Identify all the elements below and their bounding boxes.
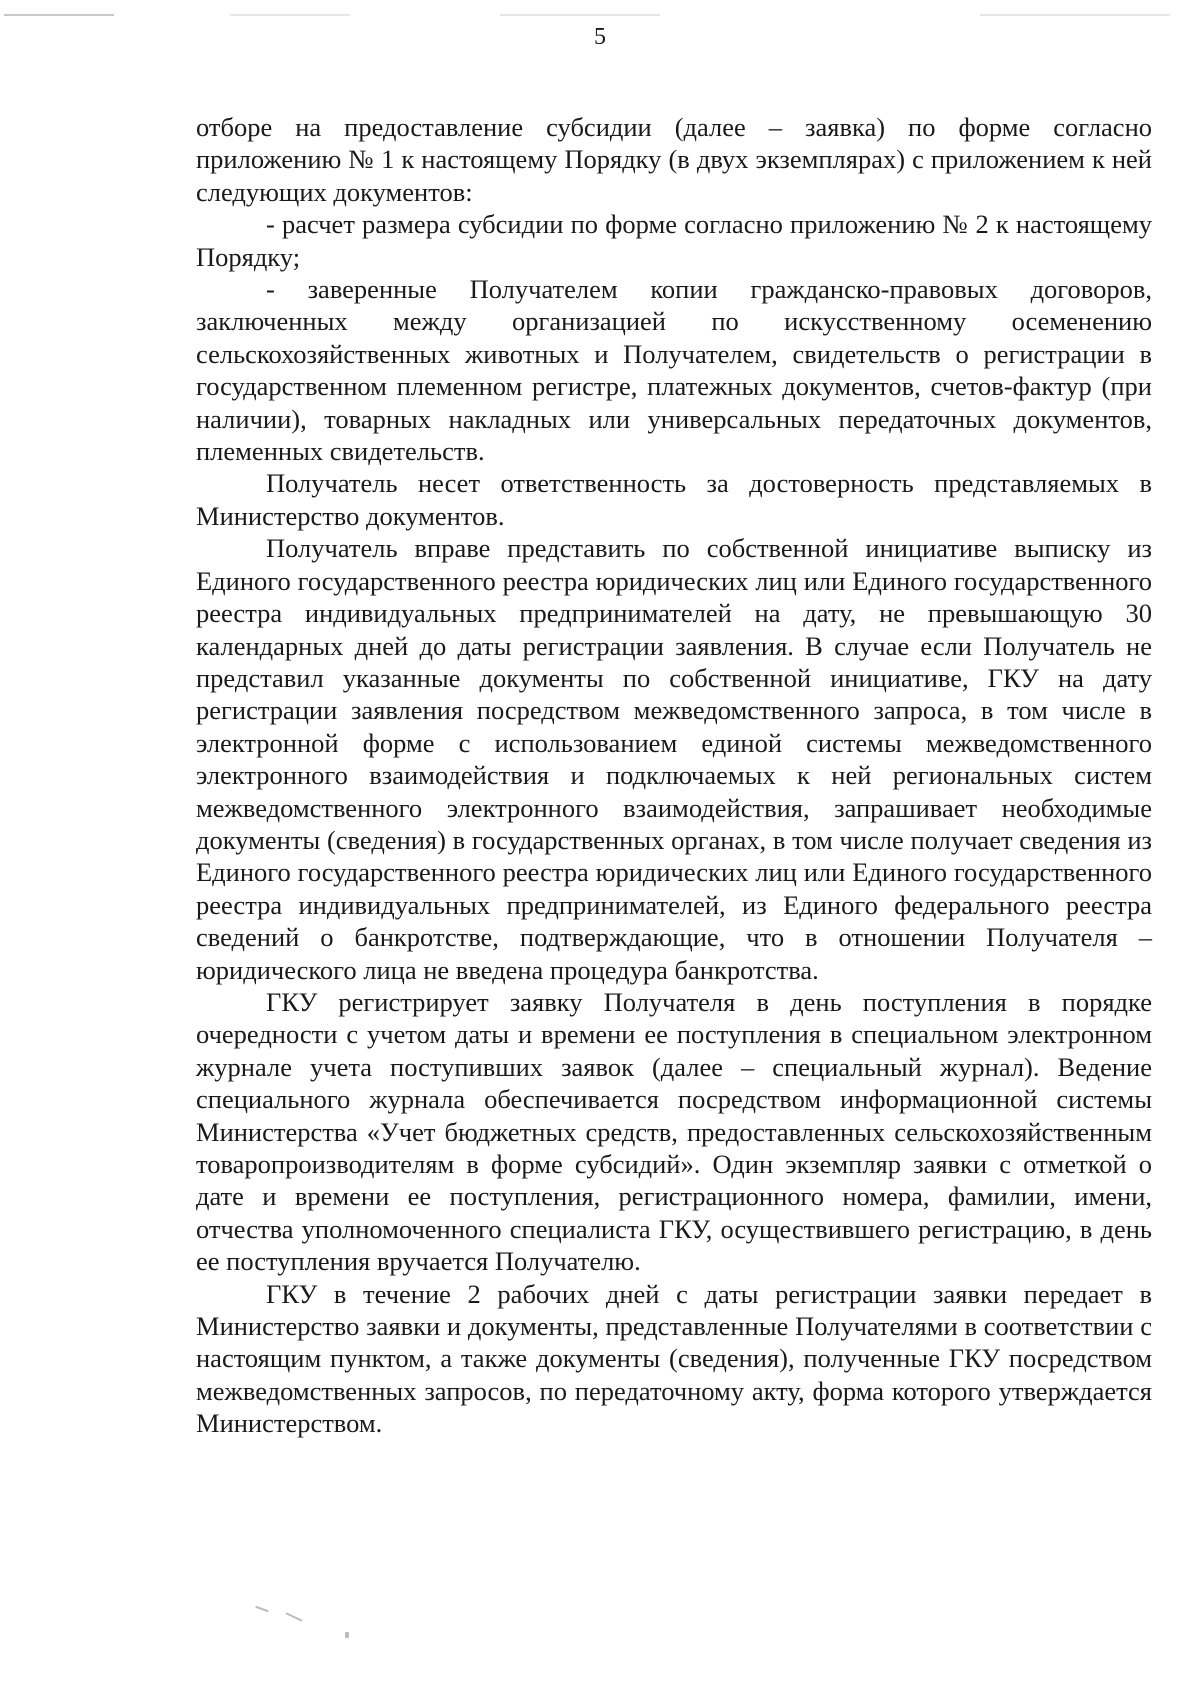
scan-artifact xyxy=(4,14,114,16)
paragraph: ГКУ в течение 2 рабочих дней с даты регистрации заявки передает в Министерство заявки и документы, представленные Получателями в соответствии с настоящим пунктом, а также документы (сведения), полученные ГКУ посредством межведомственных запросов, по передаточному акту, форма которого утверждается Министерством. xyxy=(196,1278,1152,1439)
document-body xyxy=(196,111,1152,1440)
paragraph: Получатель вправе представить по собственной инициативе выписку из Единого государственного реестра юридических лиц или Единого государственного реестра индивидуальных предпринимателей на дату, не превышающую 30 календарных дней до даты регистрации заявления. В случае если Получатель не представил указанные документы по собственной инициативе, ГКУ на дату регистрации заявления посредством межведомственного запроса, в том числе в электронной форме с использованием единой системы межведомственного электронного взаимодействия и подключаемых к ней региональных систем межведомственного электронного взаимодействия, запрашивает необходимые документы (сведения) в государственных органах, в том числе получает сведения из Единого государственного реестра юридических лиц или Единого государственного реестра индивидуальных предпринимателей, из Единого федерального реестра сведений о банкротстве, подтверждающие, что в отношении Получателя – юридического лица не введена процедура банкротства. xyxy=(196,533,1152,985)
scan-artifact xyxy=(285,1612,302,1621)
scan-artifact xyxy=(255,1606,269,1613)
paragraph: - заверенные Получателем копии гражданско-правовых договоров, заключенных между организацией по искусственному осеменению сельскохозяйственных животных и Получателем, свидетельств о регистрации в государственном племенном регистре, платежных документов, счетов-фактур (при наличии), товарных накладных или универсальных передаточных документов, племенных свидетельств. xyxy=(196,274,1152,467)
scan-artifact xyxy=(980,14,1170,16)
scan-artifact xyxy=(230,14,350,16)
paragraph: Получатель несет ответственность за достоверность представляемых в Министерство документов. xyxy=(196,468,1152,531)
paragraph: ГКУ регистрирует заявку Получателя в день поступления в порядке очередности с учетом даты и времени ее поступления в специальном электронном журнале учета поступивших заявок (далее – специальный журнал). Ведение специального журнала обеспечивается посредством информационной системы Министерства «Учет бюджетных средств, предоставленных сельскохозяйственным товаропроизводителям в форме субсидий». Один экземпляр заявки с отметкой о дате и времени ее поступления, регистрационного номера, фамилии, имени, отчества уполномоченного специалиста ГКУ, осуществившего регистрацию, в день ее поступления вручается Получателю. xyxy=(196,986,1152,1277)
scan-artifact xyxy=(345,1632,349,1638)
paragraph: - расчет размера субсидии по форме согласно приложению № 2 к настоящему Порядку; xyxy=(196,209,1152,272)
paragraph: отборе на предоставление субсидии (далее – заявка) по форме согласно приложению № 1 к настоящему Порядку (в двух экземплярах) с приложением к ней следующих документов: xyxy=(196,112,1152,207)
page-number: 5 xyxy=(594,24,606,50)
scan-artifact xyxy=(500,14,660,16)
